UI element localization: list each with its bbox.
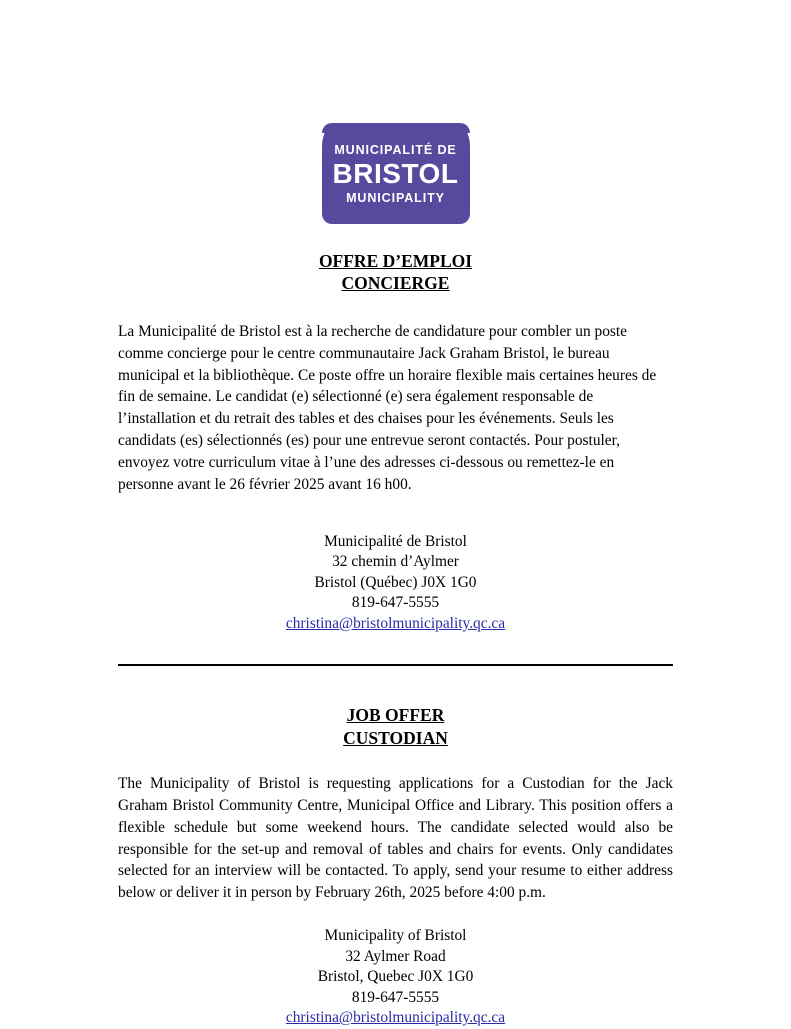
french-address-phone: 819-647-5555	[351, 594, 440, 612]
english-address-block	[118, 926, 673, 1028]
english-address-email-link[interactable]: christina@bristolmunicipality.qc.ca	[285, 1009, 506, 1027]
bristol-municipality-logo	[322, 124, 470, 224]
section-divider	[118, 664, 673, 666]
french-job-title	[118, 250, 673, 295]
logo-container	[118, 0, 673, 224]
logo-bottom-text: MUNICIPALITY	[346, 191, 445, 206]
english-address-line-1: Municipality of Bristol	[324, 927, 467, 945]
french-address-block	[118, 532, 673, 634]
french-address-line-3: Bristol (Québec) J0X 1G0	[314, 573, 477, 591]
english-address-line-2: 32 Aylmer Road	[345, 947, 446, 965]
english-title-line-1: JOB OFFER	[346, 705, 445, 726]
english-body-paragraph: The Municipality of Bristol is requesting applications for a Custodian for the Jack Graham Bristol Community Centre, Municipal Office and Library. This position offers a flexible schedule but some weekend hours. The candidate selected would also be responsible for the set-up and removal of tables and chairs for events. Only candidates selected for an interview will be contacted. To apply, send your resume to either address below or deliver it in person by February 26th, 2025 before 4:00 p.m.	[118, 774, 673, 902]
english-job-title	[118, 704, 673, 749]
logo-top-text: MUNICIPALITÉ DE	[334, 142, 457, 157]
french-title-line-1: OFFRE D’EMPLOI	[318, 251, 473, 271]
logo-main-text: BRISTOL	[332, 157, 459, 189]
french-body-paragraph: La Municipalité de Bristol est à la recherche de candidature pour combler un poste comme concierge pour le centre communautaire Jack Graham Bristol, le bureau municipal et la bibliothèque. Ce poste offre un horaire flexible mais certaines heures de fin de semaine. Le candidat (e) sélectionné (e) sera également responsable de l’installation et du retrait des tables et des chaises pour les événements. Seuls les candidats (es) sélectionnés (es) pour une entrevue seront contactés. Pour postuler, envoyez votre curriculum vitae à l’une des adresses ci-dessous ou remettez-le en personne avant le 26 février 2025 avant 16 h00.	[118, 322, 657, 493]
french-address-line-2: 32 chemin d’Aylmer	[332, 553, 459, 571]
english-address-line-3: Bristol, Quebec J0X 1G0	[317, 968, 474, 986]
english-title-line-2: CUSTODIAN	[343, 727, 448, 748]
english-address-phone: 819-647-5555	[351, 988, 440, 1006]
french-title-line-2: CONCIERGE	[341, 273, 450, 294]
french-address-email-link[interactable]: christina@bristolmunicipality.qc.ca	[285, 614, 506, 632]
french-address-line-1: Municipalité de Bristol	[324, 532, 467, 550]
